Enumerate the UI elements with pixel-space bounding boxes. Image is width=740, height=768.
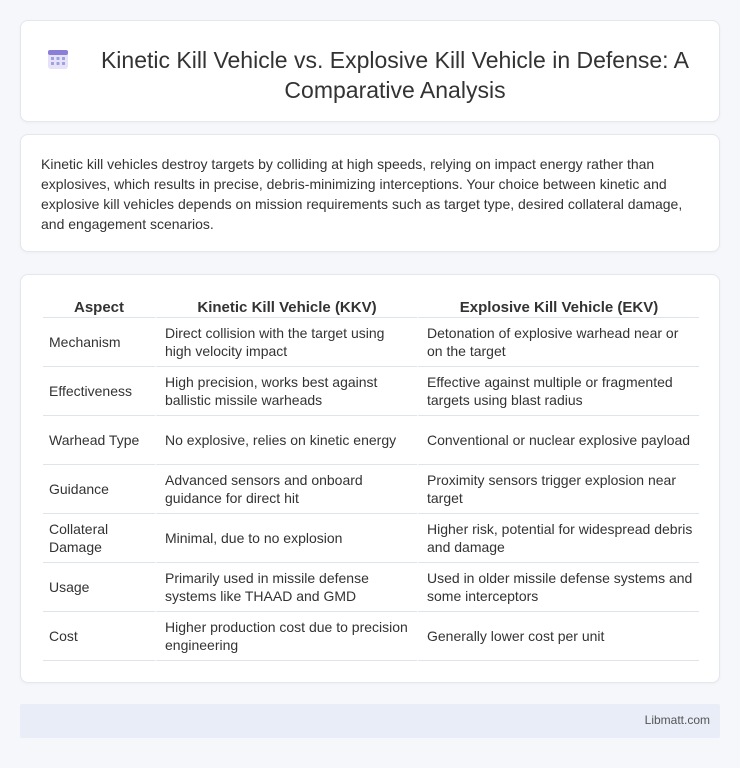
row-aspect: Mechanism <box>43 318 155 367</box>
column-header-kkv: Kinetic Kill Vehicle (KKV) <box>155 296 417 318</box>
table-row <box>43 612 699 661</box>
comparison-table <box>43 296 699 661</box>
row-kkv: High precision, works best against ballistic missile warheads <box>155 367 417 416</box>
row-ekv: Conventional or nuclear explosive payload <box>417 416 699 465</box>
column-header-ekv: Explosive Kill Vehicle (EKV) <box>417 296 699 318</box>
table-header-row <box>43 296 699 318</box>
row-ekv: Generally lower cost per unit <box>417 612 699 661</box>
column-header-aspect: Aspect <box>43 296 155 318</box>
row-aspect: Usage <box>43 563 155 612</box>
intro-paragraph: Kinetic kill vehicles destroy targets by colliding at high speeds, relying on impact energy rather than explosives, which results in precise, debris-minimizing interceptions. Your choice between kinetic and explosive kill vehicles depends on mission requirements such as target type, desired collateral damage, and engagement scenarios. <box>41 156 683 232</box>
row-kkv: No explosive, relies on kinetic energy <box>155 416 417 465</box>
row-kkv: Minimal, due to no explosion <box>155 514 417 563</box>
page-title: Kinetic Kill Vehicle vs. Explosive Kill Vehicle in Defense: A Comparative Analysis <box>100 47 690 103</box>
row-aspect: Warhead Type <box>43 416 155 465</box>
table-row <box>43 465 699 514</box>
table-row <box>43 416 699 465</box>
row-aspect: Collateral Damage <box>43 514 155 563</box>
row-ekv: Higher risk, potential for widespread debris and damage <box>417 514 699 563</box>
row-ekv: Used in older missile defense systems and some interceptors <box>417 563 699 612</box>
footer <box>20 704 720 738</box>
table-row <box>43 563 699 612</box>
table-row <box>43 318 699 367</box>
row-ekv: Proximity sensors trigger explosion near target <box>417 465 699 514</box>
row-aspect: Effectiveness <box>43 367 155 416</box>
footer-brand[interactable]: Libmatt.com <box>644 713 710 727</box>
row-kkv: Direct collision with the target using high velocity impact <box>155 318 417 367</box>
title-card <box>20 20 720 122</box>
row-ekv: Effective against multiple or fragmented targets using blast radius <box>417 367 699 416</box>
row-kkv: Advanced sensors and onboard guidance for direct hit <box>155 465 417 514</box>
row-kkv: Primarily used in missile defense systems like THAAD and GMD <box>155 563 417 612</box>
row-aspect: Guidance <box>43 465 155 514</box>
row-kkv: Higher production cost due to precision engineering <box>155 612 417 661</box>
comparison-card <box>20 274 720 683</box>
intro-card <box>20 134 720 252</box>
table-row <box>43 367 699 416</box>
table-row <box>43 514 699 563</box>
row-ekv: Detonation of explosive warhead near or on the target <box>417 318 699 367</box>
row-aspect: Cost <box>43 612 155 661</box>
